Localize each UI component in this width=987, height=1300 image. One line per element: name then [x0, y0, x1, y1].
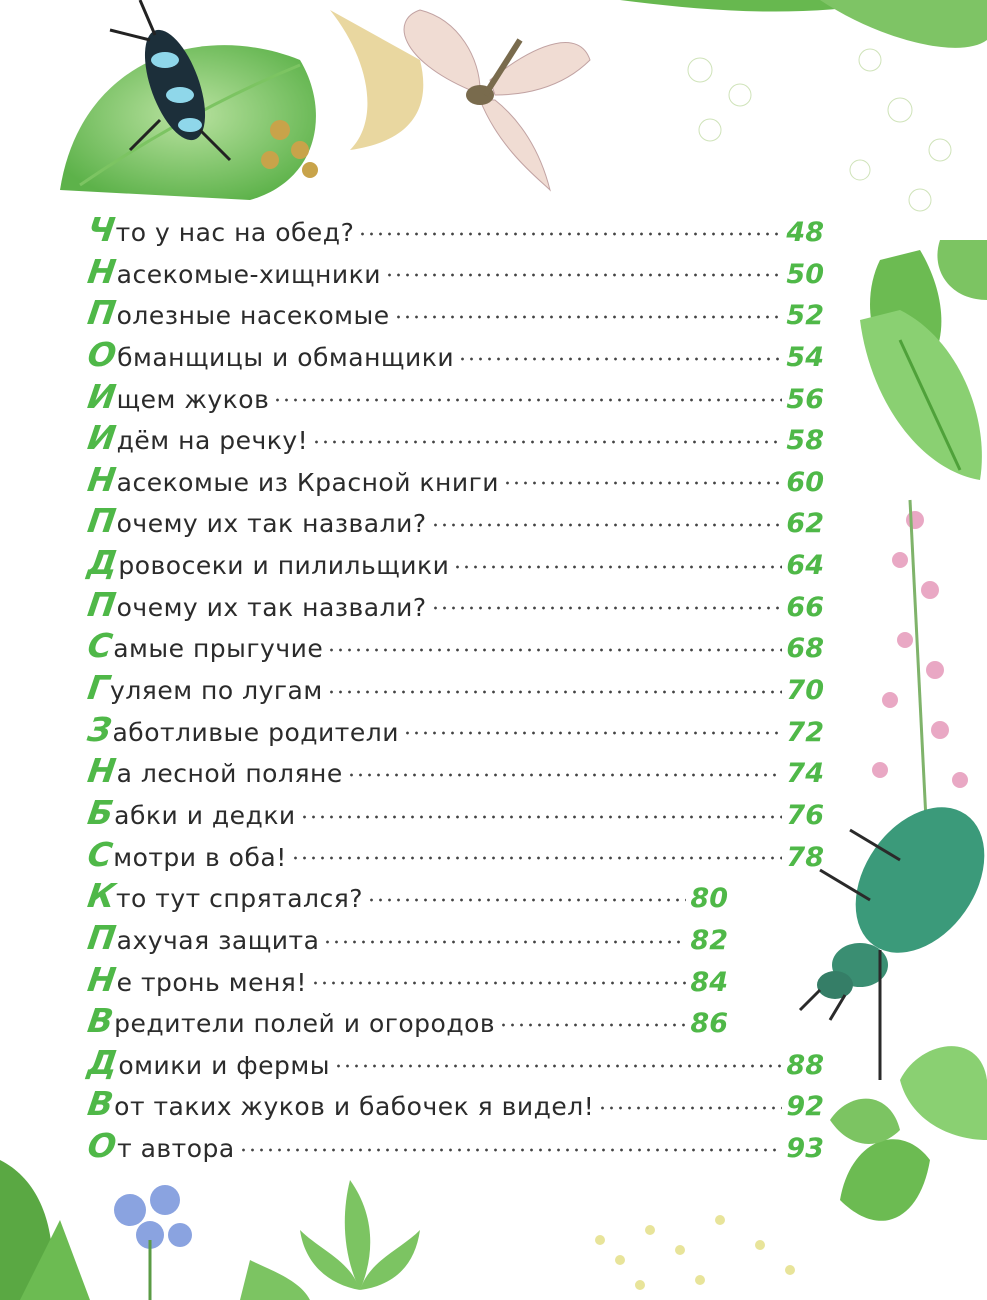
toc-entry-leader [367, 892, 686, 908]
toc-entry-title: е тронь меня! [116, 967, 307, 997]
toc-entry-leader [323, 934, 686, 950]
toc-entry-title: омики и фермы [118, 1050, 331, 1080]
toc-entry-title: уляем по лугам [110, 676, 323, 706]
toc-entry-page-number: 76 [786, 799, 824, 831]
toc-entry-leader [499, 1017, 686, 1033]
toc-entry-leader [431, 517, 783, 533]
toc-entry-title: щем жуков [116, 384, 270, 414]
toc-entry-leader [598, 1100, 782, 1116]
green-beetle-icon [800, 783, 987, 1080]
toc-entry[interactable] [85, 959, 728, 1001]
bottom-left-plants [0, 1160, 192, 1300]
toc-entry[interactable] [85, 750, 824, 792]
toc-entry[interactable] [85, 1042, 824, 1084]
toc-entry[interactable] [85, 542, 824, 584]
toc-entry-leader [385, 267, 782, 283]
toc-entry-initial: П [85, 501, 119, 541]
toc-entry-title: очему их так назвали? [116, 592, 427, 622]
toc-entry[interactable] [85, 584, 824, 626]
toc-entry-leader [239, 1142, 783, 1158]
toc-entry-page-number: 80 [690, 883, 728, 915]
linden-bract [261, 10, 423, 178]
toc-entry-leader [453, 559, 782, 575]
table-of-contents [85, 209, 824, 1167]
toc-entry-initial: Н [85, 751, 119, 791]
dragonfly-icon [404, 10, 590, 190]
toc-entry-title: олезные насекомые [116, 301, 390, 331]
toc-entry-title: абки и дедки [114, 800, 296, 830]
toc-entry[interactable] [85, 917, 728, 959]
toc-entry-leader [458, 351, 782, 367]
toc-entry-leader [300, 809, 783, 825]
toc-entry-initial: О [85, 334, 119, 374]
top-right-foliage [620, 0, 987, 211]
toc-entry[interactable] [85, 1083, 824, 1125]
toc-entry-initial: П [85, 293, 119, 333]
toc-entry-title: аботливые родители [112, 717, 399, 747]
toc-entry[interactable] [85, 500, 824, 542]
blue-flower-icon [114, 1185, 192, 1249]
toc-entry-title: редители полей и огородов [114, 1009, 496, 1039]
toc-entry-page-number: 54 [786, 341, 824, 373]
toc-entry-initial: В [85, 1084, 116, 1124]
toc-entry[interactable] [85, 251, 824, 293]
toc-entry[interactable] [85, 459, 824, 501]
toc-entry-initial: Д [85, 1042, 121, 1082]
toc-entry-page-number: 86 [690, 1008, 728, 1040]
toc-entry-leader [403, 725, 782, 741]
toc-entry-leader [327, 642, 782, 658]
toc-entry-title: асекомые-хищники [116, 259, 381, 289]
toc-entry-page-number: 74 [786, 758, 824, 790]
toc-entry-leader [311, 975, 687, 991]
toc-entry-initial: И [85, 376, 119, 416]
toc-entry[interactable] [85, 709, 824, 751]
toc-entry-initial: О [85, 1126, 119, 1166]
toc-entry-initial: З [85, 709, 115, 749]
toc-entry-title: амые прыгучие [113, 634, 324, 664]
toc-entry-initial: П [85, 917, 119, 957]
toc-entry-leader [312, 434, 782, 450]
toc-entry-page-number: 92 [786, 1091, 824, 1123]
toc-entry-initial: Г [85, 668, 112, 708]
toc-entry-title: мотри в оба! [113, 842, 287, 872]
toc-entry-initial: С [85, 626, 116, 666]
toc-entry[interactable] [85, 625, 824, 667]
toc-entry-page-number: 50 [786, 258, 824, 290]
toc-entry[interactable] [85, 417, 824, 459]
toc-entry-initial: И [85, 418, 119, 458]
toc-entry-page-number: 64 [786, 550, 824, 582]
toc-entry-page-number: 78 [786, 841, 824, 873]
bottom-yellow-flowers [595, 1215, 795, 1290]
toc-entry-initial: С [85, 834, 116, 874]
toc-entry-title: ахучая защита [116, 925, 320, 955]
toc-entry-page-number: 52 [786, 300, 824, 332]
toc-entry[interactable] [85, 292, 824, 334]
toc-entry-title: бманщицы и обманщики [117, 342, 455, 372]
toc-entry-title: а лесной поляне [116, 759, 343, 789]
toc-entry[interactable] [85, 376, 824, 418]
toc-entry-title: очему их так назвали? [116, 509, 427, 539]
toc-entry-page-number: 84 [690, 966, 728, 998]
toc-entry-leader [327, 684, 783, 700]
toc-entry-page-number: 72 [786, 716, 824, 748]
toc-entry-title: ровосеки и пилильщики [118, 551, 450, 581]
toc-entry-page-number: 56 [786, 383, 824, 415]
beetle-icon [110, 0, 230, 160]
toc-entry-initial: К [85, 876, 118, 916]
toc-entry[interactable] [85, 834, 824, 876]
toc-entry-title: то тут спрятался? [115, 884, 364, 914]
pink-flowers [872, 500, 968, 900]
toc-entry-page-number: 62 [786, 508, 824, 540]
toc-entry[interactable] [85, 209, 824, 251]
toc-entry-title: то у нас на обед? [115, 218, 355, 247]
toc-entry-page-number: 88 [786, 1049, 824, 1081]
bottom-center-leaves [240, 1180, 420, 1300]
toc-entry-leader [358, 226, 782, 242]
toc-entry[interactable] [85, 875, 728, 917]
toc-entry[interactable] [85, 1000, 728, 1042]
toc-entry-title: асекомые из Красной книги [116, 467, 499, 497]
toc-entry[interactable] [85, 792, 824, 834]
toc-entry-page-number: 48 [786, 217, 824, 248]
toc-entry-leader [503, 475, 782, 491]
toc-entry-page-number: 60 [786, 466, 824, 498]
toc-entry-leader [431, 600, 783, 616]
toc-entry[interactable] [85, 667, 824, 709]
toc-entry-title: от таких жуков и бабочек я видел! [114, 1092, 595, 1122]
toc-entry[interactable] [85, 334, 824, 376]
toc-entry-leader [291, 850, 783, 866]
toc-entry-initial: Н [85, 459, 119, 499]
toc-entry-initial: Ч [85, 210, 118, 249]
toc-entry-title: дём на речку! [116, 426, 309, 456]
toc-entry-leader [394, 309, 783, 325]
toc-entry-initial: Д [85, 543, 121, 583]
toc-entry-initial: Н [85, 959, 119, 999]
toc-entry-initial: Б [85, 792, 116, 832]
toc-entry-page-number: 66 [786, 591, 824, 623]
toc-entry-leader [273, 392, 782, 408]
toc-entry-title: т автора [117, 1134, 235, 1164]
toc-entry-initial: В [85, 1001, 116, 1041]
bottom-right-leaves [830, 1046, 987, 1221]
toc-entry-page-number: 93 [786, 1133, 824, 1165]
toc-entry-initial: П [85, 584, 119, 624]
toc-entry-page-number: 70 [786, 675, 824, 707]
toc-entry[interactable] [85, 1125, 824, 1167]
toc-entry-leader [334, 1058, 782, 1074]
toc-entry-page-number: 58 [786, 425, 824, 457]
toc-entry-initial: Н [85, 251, 119, 291]
right-leaves [860, 240, 987, 480]
toc-entry-page-number: 68 [786, 633, 824, 665]
toc-entry-page-number: 82 [690, 924, 728, 956]
top-left-leaf [60, 45, 316, 200]
toc-entry-leader [347, 767, 783, 783]
